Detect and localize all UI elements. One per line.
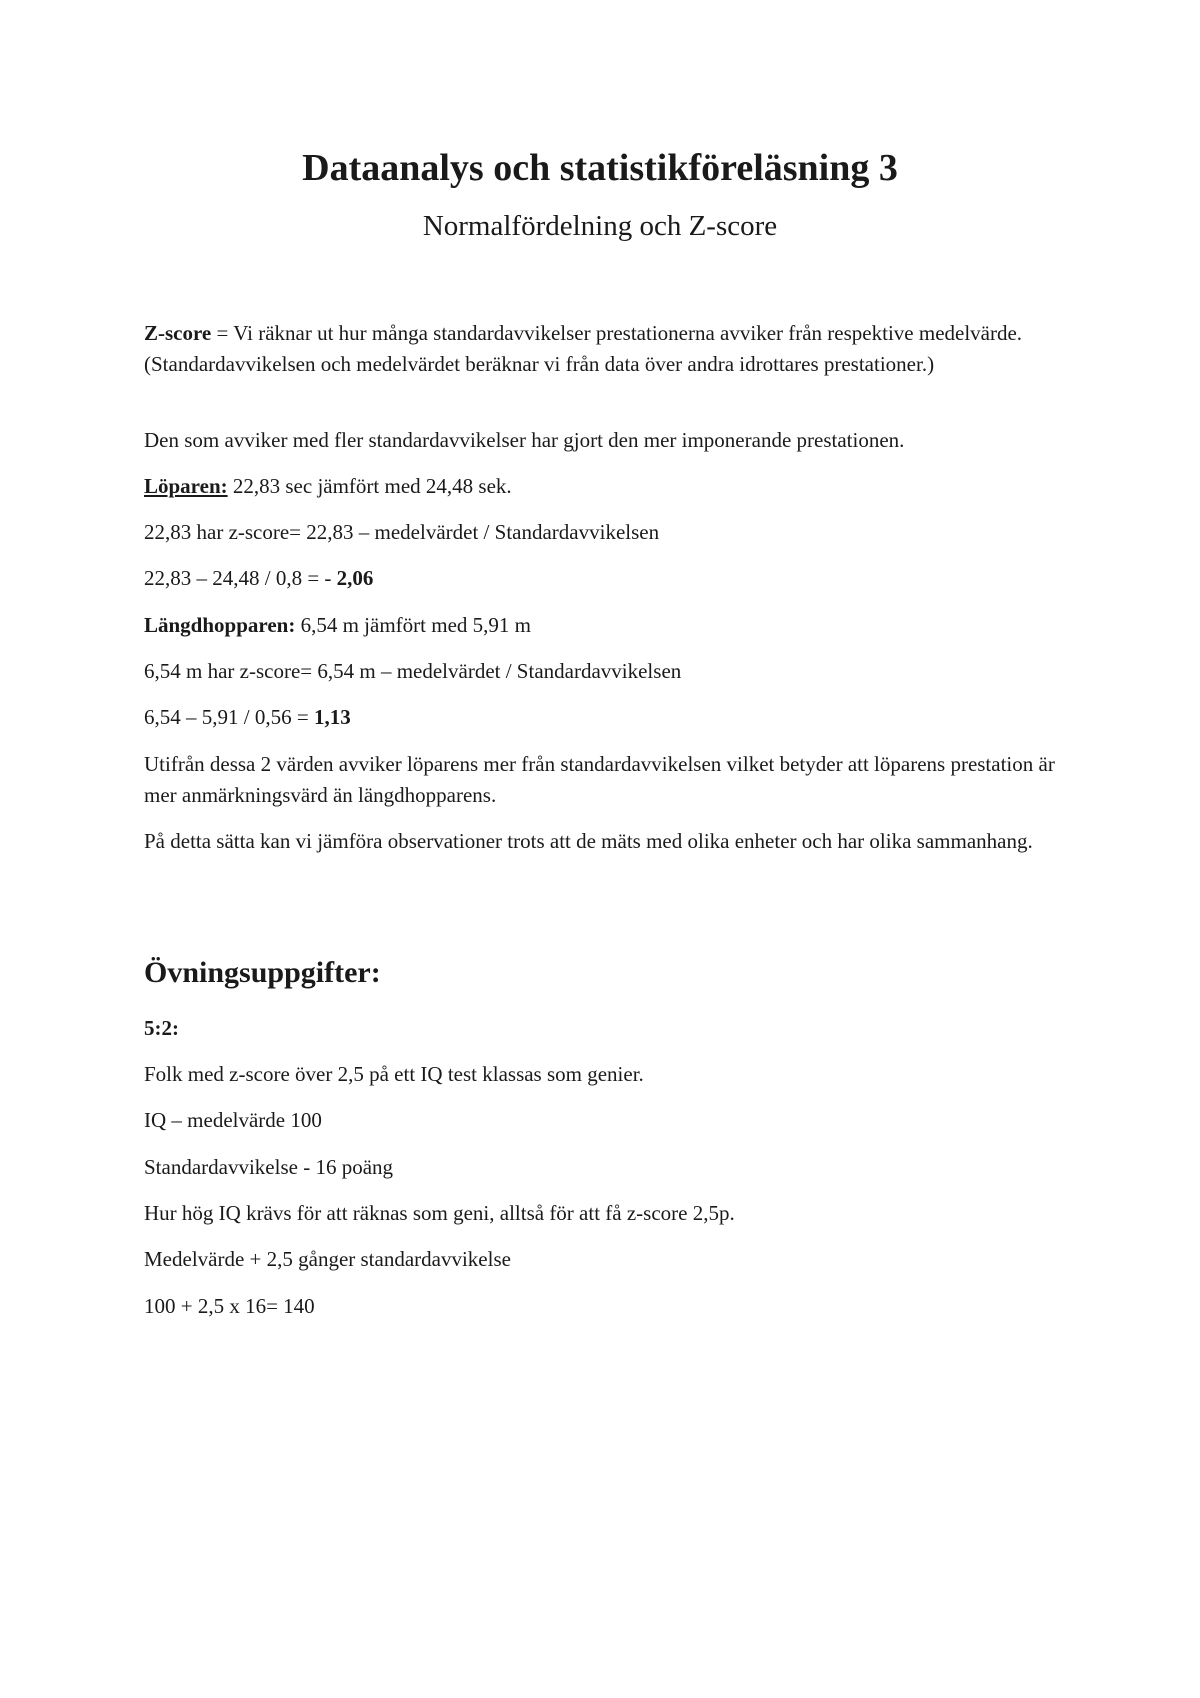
jumper-calculation — [144, 702, 1074, 733]
runner-calc-prefix: 22,83 – 24,48 / 0,8 = - — [144, 566, 337, 590]
conclusion: Utifrån dessa 2 värden avviker löparens mer från standardavvikelsen vilket betyder att löparens prestation är mer anmärkningsvärd än längdhopparens. — [144, 752, 1055, 807]
document-subtitle: Normalfördelning och Z-score — [422, 210, 778, 242]
zscore-term: Z-score — [144, 321, 212, 345]
exercise-line: Folk med z-score över 2,5 på ett IQ test klassas som genier. — [144, 1062, 644, 1086]
runner-formula: 22,83 har z-score= 22,83 – medelvärdet / Standardavvikelsen — [144, 520, 660, 544]
runner-comparison-text: 22,83 sec jämfört med 24,48 sek. — [227, 474, 512, 498]
zscore-definition — [144, 318, 1074, 380]
jumper-calc-prefix: 6,54 – 5,91 / 0,56 = — [144, 705, 314, 729]
exercise-line: 100 + 2,5 x 16= 140 — [144, 1294, 315, 1318]
intro-line: Den som avviker med fler standardavvikelser har gjort den mer imponerande prestationen. — [144, 428, 905, 452]
exercise-line: Standardavvikelse - 16 poäng — [144, 1155, 394, 1179]
exercises-heading: Övningsuppgifter: — [144, 956, 381, 989]
jumper-comparison-text: 6,54 m jämfört med 5,91 m — [295, 613, 531, 637]
exercise-line: Hur hög IQ krävs för att räknas som geni, alltså för att få z-score 2,5p. — [144, 1201, 735, 1225]
jumper-comparison — [144, 610, 1074, 641]
jumper-formula: 6,54 m har z-score= 6,54 m – medelvärdet / Standardavvikelsen — [144, 659, 682, 683]
runner-label: Löparen: — [144, 474, 228, 498]
jumper-calc-result: 1,13 — [313, 705, 351, 729]
runner-calc-result: 2,06 — [336, 566, 374, 590]
jumper-label: Längdhopparen: — [144, 613, 296, 637]
exercise-line: IQ – medelvärde 100 — [144, 1108, 322, 1132]
task-label: 5:2: — [144, 1016, 179, 1040]
runner-comparison — [144, 471, 1074, 502]
comparison-note: På detta sätta kan vi jämföra observationer trots att de mäts med olika enheter och har olika sammanhang. — [144, 829, 1033, 853]
runner-calculation — [144, 563, 1074, 594]
zscore-definition-text: = Vi räknar ut hur många standardavvikelser prestationerna avviker från respektive medelvärde. (Standardavvikelsen och medelvärdet beräknar vi från data över andra idrottares prestationer.) — [144, 321, 1023, 376]
exercise-line: Medelvärde + 2,5 gånger standardavvikelse — [144, 1247, 511, 1271]
document-title: Dataanalys och statistikföreläsning 3 — [302, 147, 898, 189]
